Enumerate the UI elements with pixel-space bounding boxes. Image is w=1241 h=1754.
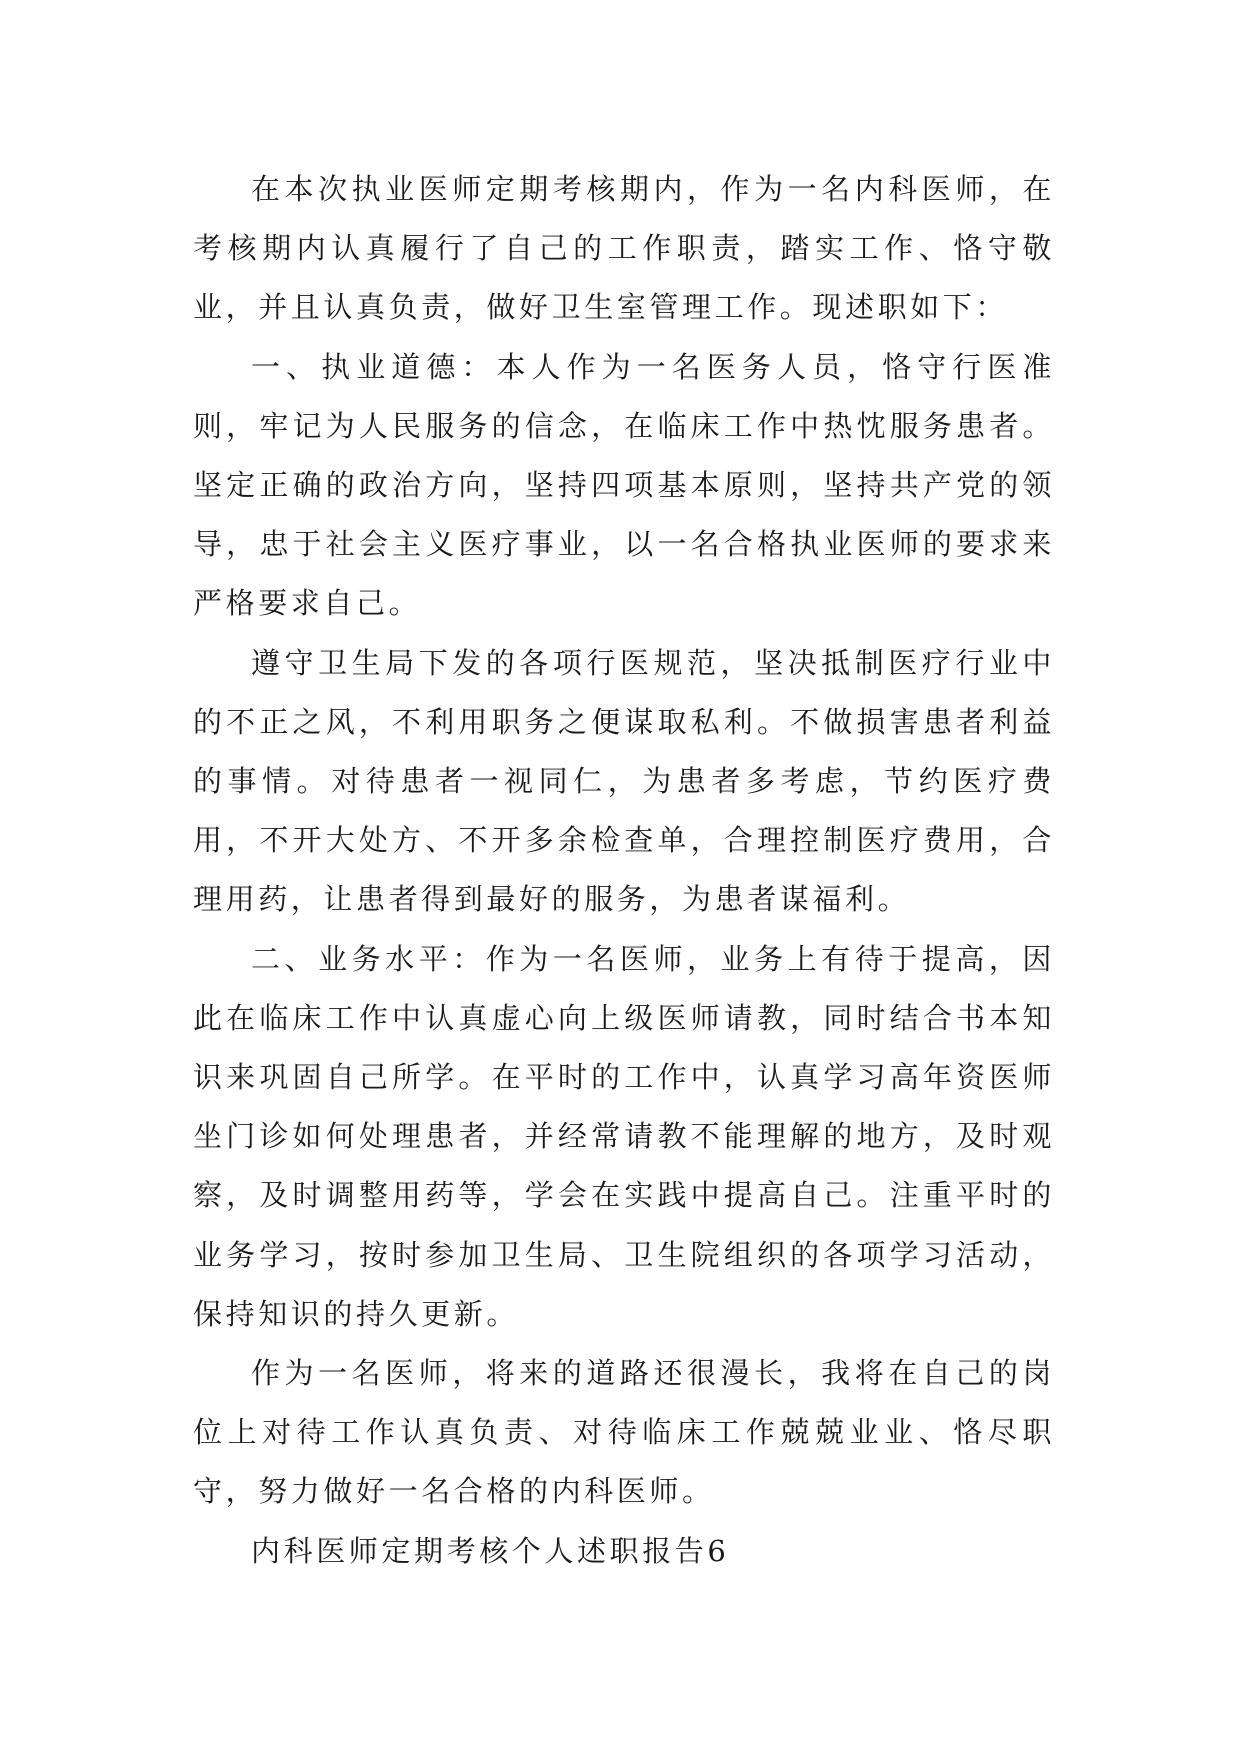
paragraph-conclusion: 作为一名医师，将来的道路还很漫长，我将在自己的岗位上对待工作认真负责、对待临床工作兢兢业业、恪尽职守，努力做好一名合格的内科医师。 [193,1356,1055,1509]
paragraph-intro: 在本次执业医师定期考核期内，作为一名内科医师，在考核期内认真履行了自己的工作职责，踏实工作、恪守敬业，并且认真负责，做好卫生室管理工作。现述职如下： [193,172,1055,325]
document-body [193,160,1055,1581]
paragraph-regulations: 遵守卫生局下发的各项行医规范，坚决抵制医疗行业中的不正之风，不利用职务之便谋取私利。不做损害患者利益的事情。对待患者一视同仁，为患者多考虑，节约医疗费用，不开大处方、不开多余检查单，合理控制医疗费用，合理用药，让患者得到最好的服务，为患者谋福利。 [193,645,1055,917]
paragraph-ethics: 一、执业道德：本人作为一名医务人员，恪守行医准则，牢记为人民服务的信念，在临床工作中热忱服务患者。坚定正确的政治方向，坚持四项基本原则，坚持共产党的领导，忠于社会主义医疗事业，以一名合格执业医师的要求来严格要求自己。 [193,349,1055,621]
section-heading: 内科医师定期考核个人述职报告6 [251,1533,730,1568]
paragraph-skill-level: 二、业务水平：作为一名医师，业务上有待于提高，因此在临床工作中认真虚心向上级医师请教，同时结合书本知识来巩固自己所学。在平时的工作中，认真学习高年资医师坐门诊如何处理患者，并经常请教不能理解的地方，及时观察，及时调整用药等，学会在实践中提高自己。注重平时的业务学习，按时参加卫生局、卫生院组织的各项学习活动，保持知识的持久更新。 [193,941,1055,1331]
